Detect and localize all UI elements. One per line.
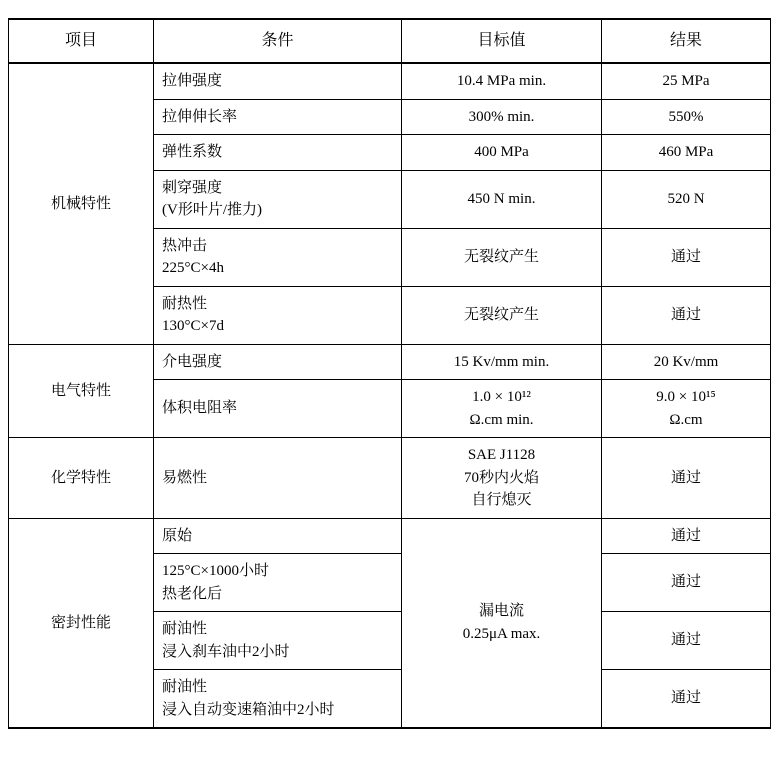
header-cell-item: 项目 [9, 19, 154, 63]
result-cell: 通过 [602, 518, 771, 554]
category-chemical: 化学特性 [9, 438, 154, 519]
result-cell: 460 MPa [602, 135, 771, 171]
condition-cell [154, 554, 402, 612]
condition-line: 225°C×4h [162, 260, 224, 276]
target-cell-merged [402, 518, 602, 728]
target-line: SAE J1128 [467, 447, 536, 463]
condition-line: 热冲击 [162, 237, 208, 254]
table-row [9, 518, 771, 554]
result-cell: 520 N [602, 170, 771, 228]
condition-cell [154, 286, 402, 344]
condition-cell: 弹性系数 [154, 135, 402, 171]
condition-cell [154, 670, 402, 729]
target-line: 自行熄灭 [471, 492, 532, 508]
condition-cell: 体积电阻率 [154, 380, 402, 438]
target-line: Ω.cm min. [469, 411, 534, 428]
result-cell: 25 MPa [602, 63, 771, 99]
condition-line: 热老化后 [162, 585, 223, 602]
table-header-row [9, 19, 771, 63]
result-cell: 20 Kv/mm [602, 344, 771, 380]
header-cell-condition: 条件 [154, 19, 402, 63]
result-cell: 通过 [602, 554, 771, 612]
condition-cell: 原始 [154, 518, 402, 554]
result-cell: 通过 [602, 612, 771, 670]
condition-line: (V形叶片/推力) [162, 202, 262, 218]
target-cell: 无裂纹产生 [402, 228, 602, 286]
condition-cell: 易燃性 [154, 438, 402, 519]
condition-line: 耐油性 [162, 679, 208, 695]
specification-table [8, 18, 771, 729]
category-electrical: 电气特性 [9, 344, 154, 438]
spec-sheet [0, 18, 778, 765]
condition-line: 浸入自动变速箱油中2小时 [162, 701, 335, 718]
target-cell: 400 MPa [402, 135, 602, 171]
condition-cell: 拉伸强度 [154, 63, 402, 99]
table-row [9, 438, 771, 519]
category-mechanical: 机械特性 [9, 63, 154, 344]
condition-line: 125°C×1000小时 [162, 563, 269, 579]
result-cell: 通过 [602, 286, 771, 344]
condition-cell [154, 170, 402, 228]
condition-line: 130°C×7d [162, 318, 224, 334]
target-line: 70秒内火焰 [463, 469, 539, 486]
condition-line: 刺穿强度 [162, 179, 223, 196]
condition-cell [154, 228, 402, 286]
target-cell: 300% min. [402, 99, 602, 135]
table-row [9, 63, 771, 99]
condition-line: 耐热性 [162, 295, 208, 312]
category-sealing: 密封性能 [9, 518, 154, 728]
result-line: Ω.cm [669, 411, 703, 428]
header-cell-target: 目标值 [402, 19, 602, 63]
condition-line: 耐油性 [162, 621, 208, 637]
result-cell: 通过 [602, 670, 771, 729]
target-cell: 无裂纹产生 [402, 286, 602, 344]
table-row [9, 344, 771, 380]
target-line: 0.25μA max. [462, 625, 541, 642]
result-cell: 通过 [602, 438, 771, 519]
result-cell [602, 380, 771, 438]
target-cell: 10.4 MPa min. [402, 63, 602, 99]
result-cell: 通过 [602, 228, 771, 286]
target-line: 漏电流 [478, 603, 524, 620]
target-cell [402, 380, 602, 438]
condition-cell: 介电强度 [154, 344, 402, 380]
result-line: 9.0 × 10¹⁵ [656, 389, 716, 405]
target-cell [402, 438, 602, 519]
condition-line: 浸入刹车油中2小时 [162, 643, 290, 660]
target-cell: 450 N min. [402, 170, 602, 228]
header-cell-result: 结果 [602, 19, 771, 63]
condition-cell [154, 612, 402, 670]
condition-cell: 拉伸伸长率 [154, 99, 402, 135]
result-cell: 550% [602, 99, 771, 135]
target-cell: 15 Kv/mm min. [402, 344, 602, 380]
target-line: 1.0 × 10¹² [472, 389, 531, 405]
